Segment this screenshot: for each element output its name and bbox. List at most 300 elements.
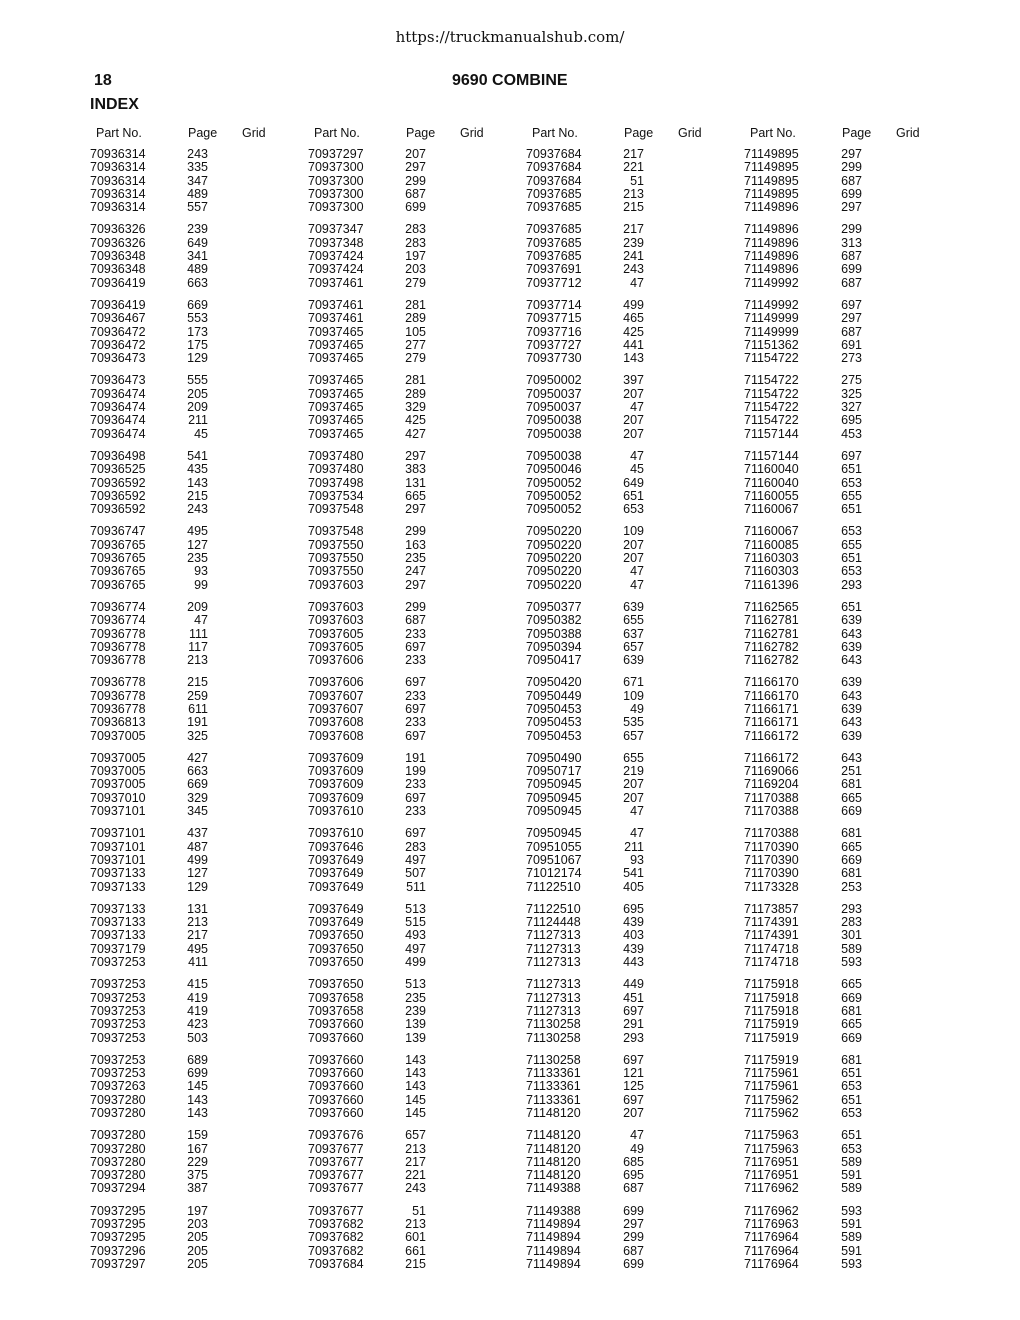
part-number: 70937684 xyxy=(526,160,582,175)
page-reference: 47 xyxy=(630,400,644,415)
part-number: 71127313 xyxy=(526,1003,581,1018)
part-number: 70937133 xyxy=(90,915,146,930)
page-reference: 435 xyxy=(187,462,208,477)
index-entry xyxy=(308,525,508,538)
page-reference: 403 xyxy=(623,928,644,943)
entry-group xyxy=(744,223,944,289)
index-entry xyxy=(308,601,508,614)
part-number: 70937607 xyxy=(308,688,364,703)
index-entry xyxy=(744,1032,944,1045)
part-number: 71149894 xyxy=(526,1243,581,1258)
index-entry xyxy=(526,1005,726,1018)
index-entry xyxy=(744,778,944,791)
index-entry xyxy=(90,552,290,565)
part-number: 71170390 xyxy=(744,839,799,854)
index-entry xyxy=(526,263,726,276)
page-reference: 47 xyxy=(630,564,644,579)
page-reference: 451 xyxy=(623,990,644,1005)
page-reference: 557 xyxy=(187,200,208,215)
page-reference: 499 xyxy=(623,297,644,312)
index-entry xyxy=(90,188,290,201)
index-entry xyxy=(526,903,726,916)
part-number: 70937550 xyxy=(308,537,364,552)
page-reference: 697 xyxy=(405,826,426,841)
index-entry xyxy=(90,175,290,188)
part-number: 71122510 xyxy=(526,879,581,894)
part-number: 71175962 xyxy=(744,1092,799,1107)
index-entry xyxy=(744,992,944,1005)
page-reference: 47 xyxy=(630,275,644,290)
index-entry xyxy=(90,374,290,387)
page-reference: 487 xyxy=(187,839,208,854)
index-entry xyxy=(90,1205,290,1218)
part-number: 71175963 xyxy=(744,1141,799,1156)
index-entry xyxy=(308,352,508,365)
part-number: 71176951 xyxy=(744,1154,799,1169)
entry-group xyxy=(526,903,726,969)
part-number: 70937649 xyxy=(308,866,364,881)
index-entry xyxy=(526,490,726,503)
page-reference: 145 xyxy=(405,1106,426,1120)
entry-group xyxy=(90,1054,290,1120)
page-reference: 335 xyxy=(187,160,208,175)
part-number: 71127313 xyxy=(526,941,581,956)
part-number: 71162782 xyxy=(744,639,799,654)
entry-group xyxy=(308,752,508,818)
page-reference: 117 xyxy=(188,639,208,654)
part-number: 70936778 xyxy=(90,675,146,690)
part-number: 71176964 xyxy=(744,1230,799,1245)
page-reference: 125 xyxy=(623,1079,644,1094)
page-reference: 241 xyxy=(623,249,644,264)
index-entry xyxy=(744,1169,944,1182)
part-number: 70936778 xyxy=(90,626,146,641)
part-number: 71154722 xyxy=(744,386,799,401)
part-number: 70937498 xyxy=(308,475,364,490)
part-number: 71162565 xyxy=(744,599,799,614)
page-reference: 239 xyxy=(405,1003,426,1018)
page-reference: 653 xyxy=(841,475,862,490)
page-reference: 687 xyxy=(841,324,862,339)
part-number: 70937294 xyxy=(90,1181,146,1196)
index-entry xyxy=(308,827,508,840)
part-number: 70937650 xyxy=(308,928,364,943)
part-number: 70937650 xyxy=(308,941,364,956)
page-reference: 191 xyxy=(187,715,208,730)
page-reference: 213 xyxy=(187,915,208,930)
page-reference: 665 xyxy=(841,790,862,805)
page-reference: 145 xyxy=(187,1079,208,1094)
index-entry xyxy=(526,1231,726,1244)
index-entry xyxy=(308,299,508,312)
page-reference: 143 xyxy=(187,1106,208,1120)
part-number: 70937461 xyxy=(308,297,364,312)
page-reference: 699 xyxy=(623,1256,644,1271)
part-number: 70937609 xyxy=(308,750,364,765)
part-number: 70937660 xyxy=(308,1106,364,1120)
part-number: 71148120 xyxy=(526,1106,581,1120)
part-number: 71127313 xyxy=(526,955,581,970)
part-number: 71148120 xyxy=(526,1141,581,1156)
page-reference: 121 xyxy=(623,1066,644,1081)
index-entry xyxy=(526,956,726,969)
page-reference: 283 xyxy=(405,222,426,237)
part-number: 70937465 xyxy=(308,426,364,441)
index-entry xyxy=(308,1054,508,1067)
index-entry xyxy=(744,490,944,503)
page-reference: 665 xyxy=(405,488,426,503)
part-number: 70937263 xyxy=(90,1079,146,1094)
index-entry xyxy=(308,1129,508,1142)
index-entry xyxy=(744,277,944,290)
index-entry xyxy=(744,1107,944,1120)
page-reference: 685 xyxy=(623,1154,644,1169)
page-reference: 375 xyxy=(187,1168,208,1183)
page-reference: 669 xyxy=(841,990,862,1005)
part-number: 70936314 xyxy=(90,147,146,161)
page-reference: 209 xyxy=(187,599,208,614)
entry-group xyxy=(744,1054,944,1120)
page-reference: 591 xyxy=(841,1243,862,1258)
page-reference: 259 xyxy=(187,688,208,703)
page-reference: 687 xyxy=(405,613,426,628)
index-entry xyxy=(526,690,726,703)
part-number: 70950046 xyxy=(526,462,582,477)
page-reference: 235 xyxy=(405,990,426,1005)
index-entry xyxy=(90,676,290,689)
page-reference: 207 xyxy=(623,386,644,401)
part-number: 70937461 xyxy=(308,311,364,326)
index-entry xyxy=(744,690,944,703)
page-reference: 669 xyxy=(187,777,208,792)
index-entry xyxy=(526,201,726,214)
index-entry xyxy=(744,503,944,516)
page-reference: 239 xyxy=(187,222,208,237)
part-number: 70936314 xyxy=(90,200,146,215)
part-number: 70937253 xyxy=(90,1052,146,1067)
page-reference: 47 xyxy=(194,613,208,628)
index-entry xyxy=(308,312,508,325)
index-entry xyxy=(90,1143,290,1156)
index-entry xyxy=(308,765,508,778)
part-number: 71133361 xyxy=(526,1079,581,1094)
part-number: 70936592 xyxy=(90,502,146,517)
part-number: 71173328 xyxy=(744,879,799,894)
page-reference: 279 xyxy=(405,351,426,366)
part-number: 70937677 xyxy=(308,1203,364,1218)
index-entry xyxy=(90,929,290,942)
index-entry xyxy=(90,778,290,791)
part-number: 71166171 xyxy=(744,701,799,716)
index-entry xyxy=(90,716,290,729)
page-reference: 47 xyxy=(630,1128,644,1143)
entry-group xyxy=(90,1205,290,1271)
part-number: 71133361 xyxy=(526,1066,581,1081)
index-entry xyxy=(90,223,290,236)
index-entry xyxy=(308,943,508,956)
page-reference: 203 xyxy=(405,262,426,277)
page-reference: 589 xyxy=(841,941,862,956)
index-entry xyxy=(308,929,508,942)
part-number: 70937133 xyxy=(90,928,146,943)
index-entry xyxy=(308,956,508,969)
page-reference: 439 xyxy=(623,941,644,956)
index-entry xyxy=(308,1218,508,1231)
index-entry xyxy=(308,161,508,174)
page-reference: 215 xyxy=(187,488,208,503)
column-header xyxy=(744,126,944,148)
grid-header: Grid xyxy=(678,126,702,140)
entry-group xyxy=(744,601,944,667)
index-entry xyxy=(308,1182,508,1195)
index-entry xyxy=(744,450,944,463)
part-number: 70937716 xyxy=(526,324,582,339)
index-entry xyxy=(744,175,944,188)
page-reference: 639 xyxy=(841,728,862,743)
page-reference: 299 xyxy=(405,524,426,539)
index-entry xyxy=(308,654,508,667)
page-reference: 697 xyxy=(405,701,426,716)
entry-group xyxy=(744,978,944,1044)
page-reference: 553 xyxy=(187,311,208,326)
index-entry xyxy=(90,490,290,503)
part-number: 70937005 xyxy=(90,728,146,743)
part-number: 70937608 xyxy=(308,715,364,730)
page-reference: 657 xyxy=(405,1128,426,1143)
part-number: 71166170 xyxy=(744,675,799,690)
part-number: 70937660 xyxy=(308,1017,364,1032)
page-reference: 345 xyxy=(187,804,208,819)
entry-group xyxy=(308,601,508,667)
index-entry xyxy=(744,552,944,565)
page-reference: 145 xyxy=(405,1092,426,1107)
index-entry xyxy=(744,601,944,614)
index-entry xyxy=(90,916,290,929)
part-number: 70950490 xyxy=(526,750,582,765)
page-reference: 425 xyxy=(623,324,644,339)
index-entry xyxy=(526,463,726,476)
part-number: 70937424 xyxy=(308,249,364,264)
page-reference: 415 xyxy=(187,977,208,992)
page-reference: 649 xyxy=(187,235,208,250)
index-entry xyxy=(308,1169,508,1182)
index-entry xyxy=(526,716,726,729)
index-entry xyxy=(308,263,508,276)
page-reference: 127 xyxy=(187,537,208,552)
part-number: 70937730 xyxy=(526,351,582,366)
page-header: Page xyxy=(842,126,872,140)
page-reference: 111 xyxy=(188,626,208,641)
page-reference: 649 xyxy=(623,475,644,490)
page-reference: 207 xyxy=(623,790,644,805)
part-number: 71149388 xyxy=(526,1181,581,1196)
part-number: 71124448 xyxy=(526,915,581,930)
page-reference: 129 xyxy=(187,351,208,366)
part-number: 70937300 xyxy=(308,200,364,215)
page-reference: 653 xyxy=(623,502,644,517)
entry-group xyxy=(744,450,944,516)
index-entry xyxy=(744,654,944,667)
index-entry xyxy=(90,388,290,401)
part-number: 70937465 xyxy=(308,373,364,388)
index-entry xyxy=(308,1258,508,1271)
index-entry xyxy=(308,503,508,516)
entry-group xyxy=(308,223,508,289)
part-number: 70936472 xyxy=(90,337,146,352)
page-reference: 541 xyxy=(187,448,208,463)
part-number: 70950052 xyxy=(526,502,582,517)
page-reference: 127 xyxy=(187,866,208,881)
page-reference: 657 xyxy=(623,639,644,654)
part-number: 70937608 xyxy=(308,728,364,743)
page-reference: 681 xyxy=(841,1003,862,1018)
part-number: 70936765 xyxy=(90,564,146,579)
part-number: 70937676 xyxy=(308,1128,364,1143)
index-entry xyxy=(90,1258,290,1271)
entry-group xyxy=(308,903,508,969)
page-reference: 697 xyxy=(841,297,862,312)
index-entry xyxy=(308,339,508,352)
part-number: 71149999 xyxy=(744,311,799,326)
page-reference: 653 xyxy=(841,1106,862,1120)
index-entry xyxy=(308,401,508,414)
part-number: 70937685 xyxy=(526,186,582,201)
page-reference: 205 xyxy=(187,1243,208,1258)
index-entry xyxy=(526,1218,726,1231)
part-number: 70937603 xyxy=(308,613,364,628)
page-reference: 203 xyxy=(187,1217,208,1232)
page-reference: 207 xyxy=(623,551,644,566)
page-reference: 131 xyxy=(405,475,426,490)
page-reference: 697 xyxy=(405,728,426,743)
page-reference: 281 xyxy=(405,297,426,312)
index-entry xyxy=(526,414,726,427)
page-reference: 247 xyxy=(405,564,426,579)
index-entry xyxy=(744,339,944,352)
index-entry xyxy=(308,641,508,654)
page-reference: 699 xyxy=(841,186,862,201)
index-entry xyxy=(526,778,726,791)
part-number: 70937603 xyxy=(308,599,364,614)
page-reference: 425 xyxy=(405,413,426,428)
page-reference: 47 xyxy=(630,804,644,819)
page-reference: 299 xyxy=(841,222,862,237)
part-number: 70936474 xyxy=(90,413,146,428)
index-entry xyxy=(744,1205,944,1218)
page-reference: 699 xyxy=(187,1066,208,1081)
index-entry xyxy=(90,401,290,414)
index-entry xyxy=(90,414,290,427)
index-entry xyxy=(90,690,290,703)
page-reference: 697 xyxy=(841,448,862,463)
page-reference: 143 xyxy=(405,1052,426,1067)
page-reference: 643 xyxy=(841,750,862,765)
part-number: 70937606 xyxy=(308,653,364,668)
index-entry xyxy=(526,1156,726,1169)
page-reference: 299 xyxy=(623,1230,644,1245)
page-reference: 699 xyxy=(841,262,862,277)
part-number: 70937465 xyxy=(308,413,364,428)
index-entry xyxy=(744,1054,944,1067)
part-number: 70936778 xyxy=(90,653,146,668)
index-entry xyxy=(744,676,944,689)
entry-group xyxy=(308,525,508,591)
index-entry xyxy=(90,1018,290,1031)
part-number: 70937465 xyxy=(308,337,364,352)
index-entry xyxy=(526,339,726,352)
index-entry xyxy=(90,601,290,614)
part-number: 70936778 xyxy=(90,688,146,703)
page-reference: 49 xyxy=(630,701,644,716)
part-number: 71149895 xyxy=(744,147,799,161)
page-reference: 217 xyxy=(623,147,644,161)
part-number: 70936473 xyxy=(90,351,146,366)
part-number: 71154722 xyxy=(744,400,799,415)
part-number: 70936472 xyxy=(90,324,146,339)
part-number: 71170388 xyxy=(744,826,799,841)
page-reference: 651 xyxy=(841,1092,862,1107)
page-reference: 427 xyxy=(405,426,426,441)
page-reference: 441 xyxy=(623,337,644,352)
part-number: 70937677 xyxy=(308,1168,364,1183)
part-number: 70937685 xyxy=(526,222,582,237)
index-entry xyxy=(744,841,944,854)
index-entry xyxy=(308,565,508,578)
page-reference: 139 xyxy=(405,1030,426,1045)
entry-group xyxy=(526,752,726,818)
page-reference: 47 xyxy=(630,448,644,463)
index-entry xyxy=(308,1143,508,1156)
index-entry xyxy=(308,374,508,387)
part-number: 71149894 xyxy=(526,1256,581,1271)
page-reference: 511 xyxy=(406,879,426,894)
index-entry xyxy=(744,1231,944,1244)
page-reference: 387 xyxy=(187,1181,208,1196)
part-number: 71174391 xyxy=(744,928,799,943)
page-reference: 687 xyxy=(841,249,862,264)
page-reference: 139 xyxy=(405,1017,426,1032)
page-reference: 47 xyxy=(630,826,644,841)
index-entry xyxy=(308,1080,508,1093)
part-number: 70950945 xyxy=(526,777,582,792)
part-number: 70936474 xyxy=(90,426,146,441)
page-reference: 275 xyxy=(841,373,862,388)
index-entry xyxy=(90,854,290,867)
page-reference: 639 xyxy=(841,639,862,654)
page-reference: 221 xyxy=(405,1168,426,1183)
index-entry xyxy=(90,565,290,578)
page-reference: 243 xyxy=(187,502,208,517)
page-reference: 207 xyxy=(623,413,644,428)
page-reference: 655 xyxy=(841,537,862,552)
part-number: 70950037 xyxy=(526,386,582,401)
part-no-header: Part No. xyxy=(314,126,360,140)
index-entry xyxy=(90,277,290,290)
page-reference: 197 xyxy=(405,249,426,264)
part-number: 71149894 xyxy=(526,1230,581,1245)
page-reference: 283 xyxy=(405,839,426,854)
page-reference: 643 xyxy=(841,715,862,730)
index-entry xyxy=(744,1182,944,1195)
part-number: 71175919 xyxy=(744,1030,799,1045)
part-number: 70937465 xyxy=(308,324,364,339)
index-entry xyxy=(744,1143,944,1156)
part-number: 71148120 xyxy=(526,1128,581,1143)
index-entry xyxy=(90,326,290,339)
part-number: 70937253 xyxy=(90,1030,146,1045)
part-number: 71170388 xyxy=(744,790,799,805)
part-number: 70937280 xyxy=(90,1106,146,1120)
